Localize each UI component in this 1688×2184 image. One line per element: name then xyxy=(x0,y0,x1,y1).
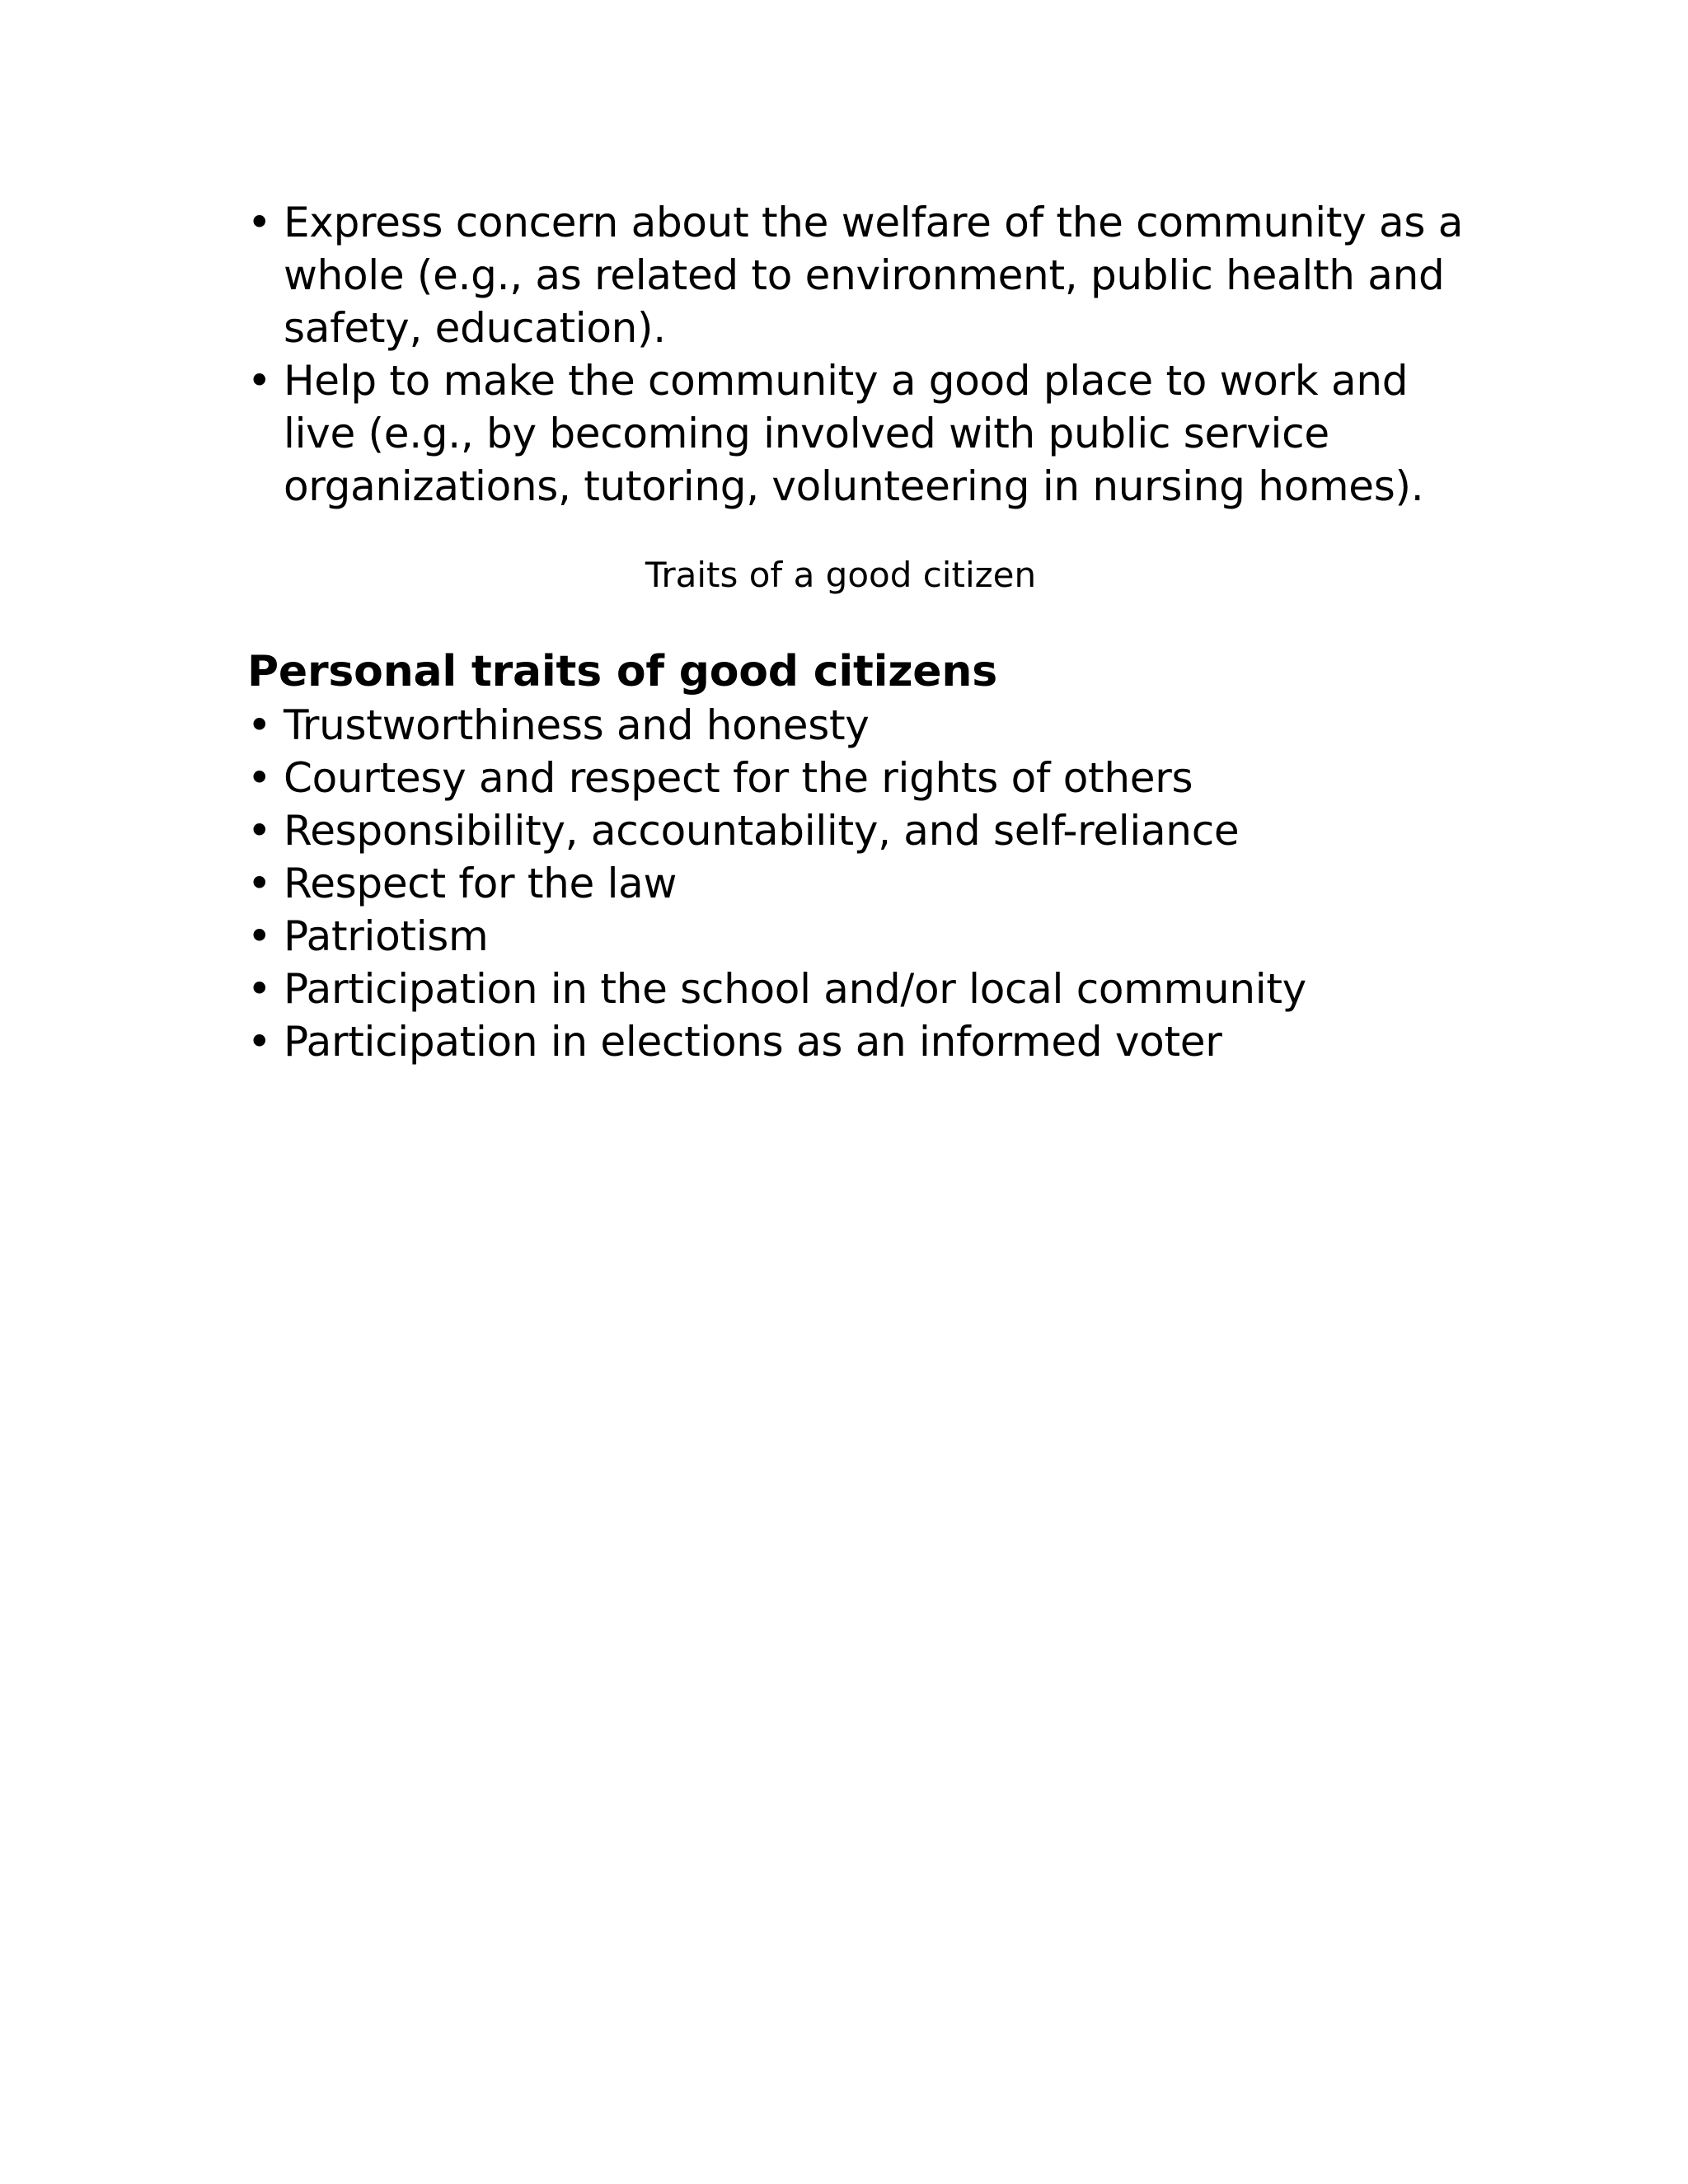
list-item-text: Courtesy and respect for the rights of others xyxy=(284,754,1193,802)
list-item xyxy=(247,354,1467,513)
bullet-icon: • xyxy=(247,860,272,907)
list-item-text: Help to make the community a good place to work and live (e.g., by becoming involved with public service organizations, tutoring, volunteering in nursing homes). xyxy=(284,357,1424,510)
bullet-icon: • xyxy=(247,754,272,802)
list-item xyxy=(247,752,1467,804)
section-heading: Personal traits of good citizens xyxy=(247,647,997,696)
list-item-text: Trustworthiness and honesty xyxy=(284,701,870,749)
list-item xyxy=(247,699,1467,752)
list-item xyxy=(247,196,1467,354)
list-item-text: Responsibility, accountability, and self-reliance xyxy=(284,807,1240,855)
bullet-icon: • xyxy=(247,912,272,960)
intro-bullet-list xyxy=(247,196,1467,513)
list-item-text: Respect for the law xyxy=(284,860,678,907)
list-item xyxy=(247,857,1467,910)
personal-traits-list xyxy=(247,699,1467,1068)
bullet-icon: • xyxy=(247,1018,272,1066)
list-item-text: Express concern about the welfare of the community as a whole (e.g., as related to environment, public health and safety, education). xyxy=(284,199,1464,352)
bullet-icon: • xyxy=(247,199,272,246)
figure-caption: Traits of a good citizen xyxy=(645,555,1037,595)
page-content xyxy=(247,196,1467,1068)
list-item xyxy=(247,804,1467,857)
bullet-icon: • xyxy=(247,965,272,1013)
list-item-text: Participation in elections as an informed voter xyxy=(284,1018,1222,1066)
bullet-icon: • xyxy=(247,701,272,749)
bullet-icon: • xyxy=(247,357,272,405)
list-item xyxy=(247,910,1467,963)
bullet-icon: • xyxy=(247,807,272,855)
list-item-text: Participation in the school and/or local community xyxy=(284,965,1306,1013)
list-item xyxy=(247,1015,1467,1068)
list-item xyxy=(247,963,1467,1015)
list-item-text: Patriotism xyxy=(284,912,489,960)
